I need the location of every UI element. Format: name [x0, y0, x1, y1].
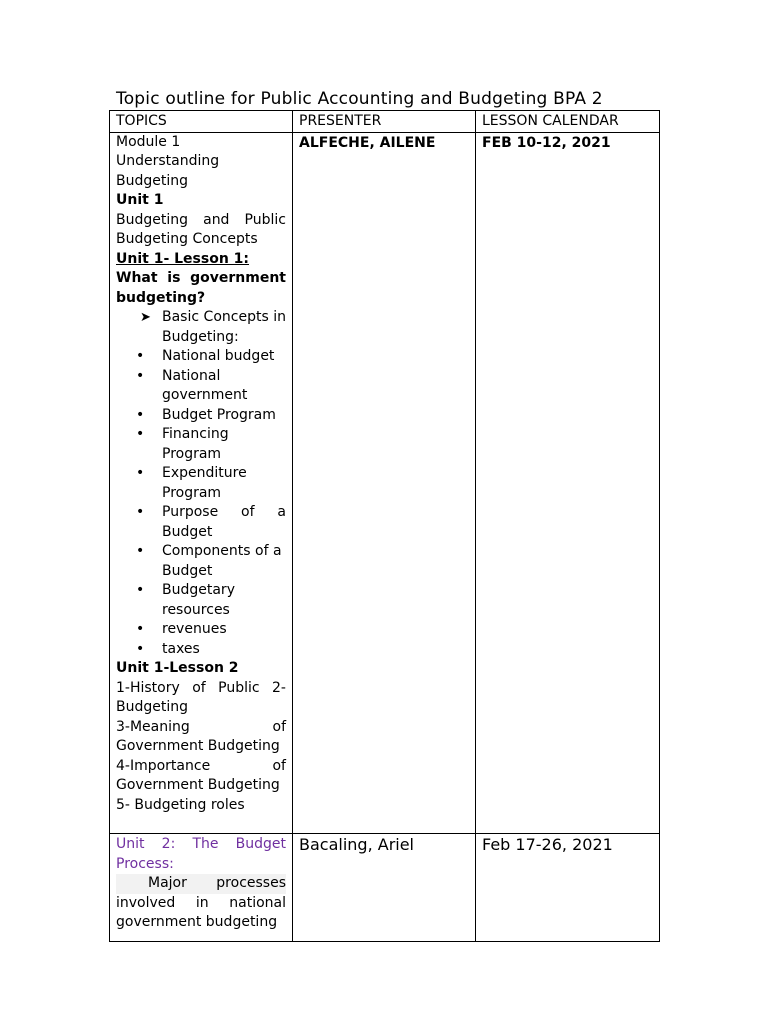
calendar-cell: FEB 10-12, 2021 — [476, 132, 660, 834]
unit-title: Budgeting and Public Budgeting Concepts — [116, 211, 286, 247]
lesson-2-line: Government Budgeting — [116, 777, 280, 793]
lesson-question-cont: budgeting? — [116, 289, 206, 306]
lesson-2-line: Budgeting — [116, 699, 189, 715]
header-lesson-calendar: LESSON CALENDAR — [476, 111, 660, 133]
arrow-list — [116, 308, 286, 347]
calendar-cell: Feb 17-26, 2021 — [476, 834, 660, 942]
header-presenter: PRESENTER — [293, 111, 476, 133]
lesson-2-line: 3-Meaning of — [116, 718, 286, 735]
table-header-row — [110, 111, 660, 133]
list-item: • taxes — [136, 640, 286, 660]
unit-2-heading: Unit 2: The Budget — [116, 836, 286, 852]
unit-2-description: involved in national — [116, 894, 286, 911]
list-item: • Financing Program — [136, 425, 286, 464]
unit-2-heading-cont: Process: — [116, 855, 174, 872]
list-item: ➤ Basic Concepts in Budgeting: — [140, 308, 286, 347]
lesson-2-line: 5- Budgeting roles — [116, 796, 245, 813]
lesson-2-line: 1-History of Public 2- — [116, 679, 286, 696]
unit-2-description: government budgeting — [116, 914, 278, 930]
topics-cell — [110, 132, 293, 834]
lesson-question: What is government — [116, 270, 286, 286]
lesson-1-heading: Unit 1- Lesson 1: — [116, 250, 250, 267]
list-item: • National budget — [136, 347, 286, 367]
document-title: Topic outline for Public Accounting and Budgeting BPA 2 — [116, 89, 603, 109]
module-label: Module 1 — [116, 133, 181, 150]
list-item: • revenues — [136, 620, 286, 640]
presenter-cell: Bacaling, Ariel — [293, 834, 476, 942]
list-item: • Purpose of a Budget — [136, 503, 286, 542]
list-item: • Components of a Budget — [136, 542, 286, 581]
lesson-2-line: Government Budgeting — [116, 738, 280, 754]
unit-label: Unit 1 — [116, 192, 164, 208]
topic-outline-table — [109, 110, 660, 942]
lesson-2-heading: Unit 1-Lesson 2 — [116, 660, 239, 676]
list-item: • Budgetary resources — [136, 581, 286, 620]
list-item: • Budget Program — [136, 406, 286, 426]
bullet-list — [116, 347, 286, 659]
topics-cell — [110, 834, 293, 942]
module-title: Understanding Budgeting — [116, 153, 220, 189]
presenter-cell: ALFECHE, AILENE — [293, 132, 476, 834]
list-item: • National government — [136, 367, 286, 406]
unit-2-description: Major processes — [116, 874, 286, 894]
header-topics: TOPICS — [110, 111, 293, 133]
lesson-2-line: 4-Importance of — [116, 757, 286, 774]
table-row — [110, 834, 660, 942]
list-item: • Expenditure Program — [136, 464, 286, 503]
table-row — [110, 132, 660, 834]
